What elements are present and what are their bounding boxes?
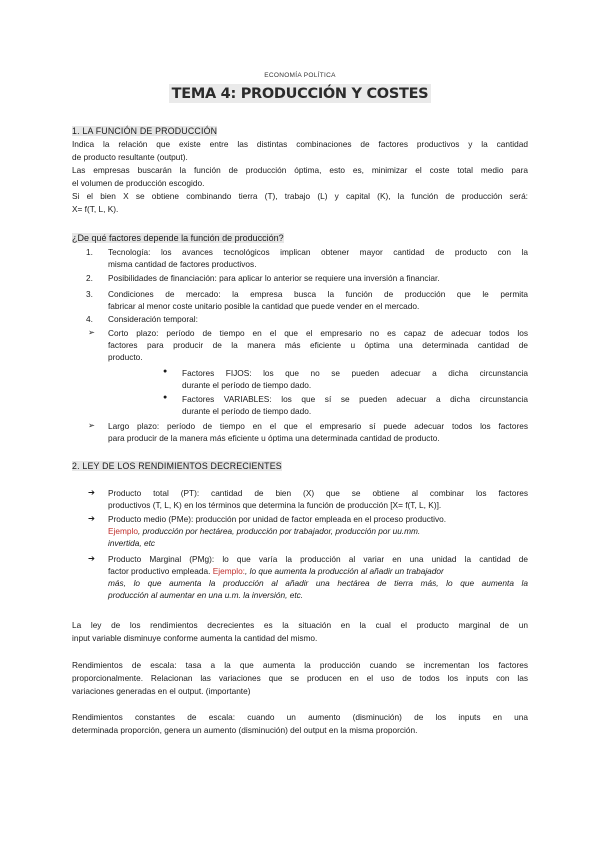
example-label: Ejemplo: <box>212 566 245 577</box>
text-line: X= f(T, L, K). <box>72 203 119 214</box>
text-line: para producir de la manera más eficiente u óptima una determinada cantidad de producto. <box>108 433 440 444</box>
text-line: durante el período de tiempo dado. <box>182 380 312 391</box>
rendimientos-escala-paragraph <box>72 659 528 699</box>
largo-plazo-item <box>108 420 528 444</box>
producto-marginal-item <box>108 553 528 601</box>
text-line: Producto Marginal (PMg): lo que varía la producción al variar en una unidad la cantidad de <box>108 554 528 564</box>
text-line: productivos (T, L, K) en los términos que determina la función de producción [X= f(T, L, K)]. <box>108 500 442 511</box>
section-1-paragraph-2 <box>72 164 528 189</box>
section-2-heading <box>72 460 282 472</box>
section-1-heading-text: 1. LA FUNCIÓN DE PRODUCCIÓN <box>72 126 218 136</box>
arrow-right-icon: ➔ <box>88 487 95 497</box>
text-line: de producto resultante (output). <box>72 151 188 162</box>
text-line: variaciones generadas en el output. (importante) <box>72 686 251 697</box>
list-number: 1. <box>86 247 93 257</box>
list-item-text <box>108 246 528 270</box>
list-item-text <box>108 272 528 284</box>
factors-question <box>72 232 284 244</box>
rendimientos-constantes-paragraph <box>72 711 528 737</box>
example-label: Ejemplo <box>108 526 138 537</box>
text-line: el volumen de producción escogido. <box>72 177 205 188</box>
producto-medio-item <box>108 513 528 549</box>
section-1-heading <box>72 125 217 137</box>
text-line: durante el período de tiempo dado. <box>182 406 312 417</box>
text-line: Si el bien X se obtiene combinando tierra (T), trabajo (L) y capital (K), la función de producción será: <box>72 191 528 201</box>
section-2-heading-text: 2. LEY DE LOS RENDIMIENTOS DECRECIENTES <box>72 461 282 471</box>
factores-variables-item <box>182 393 528 417</box>
arrow-right-icon: ➔ <box>88 553 95 563</box>
subject-label: ECONOMÍA POLÍTICA <box>264 72 336 79</box>
example-text: , lo que aumenta la producción al añadir un trabajador <box>244 566 444 577</box>
list-number: 4. <box>86 314 93 324</box>
text-line: Factores FIJOS: los que no se pueden adecuar a dicha circunstancia <box>182 368 528 378</box>
arrowhead-icon: ➢ <box>88 420 95 430</box>
list-item-text <box>108 313 528 325</box>
producto-total-item <box>108 487 528 511</box>
text-line: Rendimientos constantes de escala: cuando un aumento (disminución) de los inputs en una <box>72 712 528 722</box>
factors-question-text: ¿De qué factores depende la función de producción? <box>72 233 284 243</box>
text-line: determinada proporción, genera un aumento (disminución) del output en la misma proporción. <box>72 725 418 736</box>
text-line: Factores VARIABLES: los que sí se pueden adecuar a dicha circunstancia <box>182 394 528 404</box>
factores-fijos-item <box>182 367 528 391</box>
text-line: fabricar al menor coste unitario posible la cantidad que puede vender en el mercado. <box>108 301 420 312</box>
text-line: Posibilidades de financiación: para aplicar lo anterior se requiere una inversión a financiar. <box>108 273 440 283</box>
text-line: Rendimientos de escala: tasa a la que aumenta la producción cuando se incrementan los factores <box>72 660 528 670</box>
text-line <box>108 525 528 537</box>
text-line: Las empresas buscarán la función de producción óptima, esto es, minimizar el coste total medio para <box>72 165 528 175</box>
section-1-paragraph-3 <box>72 190 528 215</box>
text-line: Producto total (PT): cantidad de bien (X) que se obtiene al combinar los factores <box>108 488 528 498</box>
text-line: misma cantidad de factores productivos. <box>108 259 257 270</box>
text-line: Tecnología: los avances tecnológicos implican obtener mayor cantidad de producto con la <box>108 247 528 257</box>
text-line: factores para producir de la manera más eficiente u óptima una determinada cantidad de <box>108 340 528 351</box>
text-line: más, lo que aumenta la producción al añadir una hectárea de tierra más, lo que aumenta la <box>108 578 528 589</box>
text-line: invertida, etc <box>108 538 156 549</box>
text-line: La ley de los rendimientos decrecientes es la situación en la cual el producto marginal de un <box>72 620 528 630</box>
arrowhead-icon: ➢ <box>88 327 95 337</box>
text-line: Condiciones de mercado: la empresa busca la función de producción que le permita <box>108 289 528 299</box>
example-text: , producción por hectárea, producción por trabajador, producción por uu.mm. <box>137 526 421 537</box>
text-line: Producto medio (PMe): producción por unidad de factor empleada en el proceso productivo. <box>108 514 447 524</box>
text-line: input variable disminuye conforme aumenta la cantidad del mismo. <box>72 633 318 644</box>
text-line: proporcionalmente. Relacionan las variaciones que se producen en el uso de todos los inputs con las <box>72 673 528 684</box>
text-line <box>108 565 528 577</box>
text-line: Largo plazo: período de tiempo en el que el empresario sí puede adecuar todos los factores <box>108 421 528 431</box>
list-number: 3. <box>86 289 93 299</box>
text-line: Corto plazo: período de tiempo en el que el empresario no es capaz de adecuar todos los <box>108 328 528 338</box>
arrow-right-icon: ➔ <box>88 513 95 523</box>
bullet-icon: ● <box>163 394 168 401</box>
title-wrapper <box>0 84 600 103</box>
list-item-text <box>108 288 528 312</box>
text-line: Consideración temporal: <box>108 314 198 324</box>
section-1-paragraph-1 <box>72 138 528 163</box>
ley-rendimientos-paragraph <box>72 619 528 645</box>
text-line: Indica la relación que existe entre las distintas combinaciones de factores productivos y la cantidad <box>72 139 528 149</box>
page-title: TEMA 4: PRODUCCIÓN Y COSTES <box>169 84 432 103</box>
corto-plazo-item <box>108 327 528 363</box>
text-line: producto. <box>108 352 143 363</box>
bullet-icon: ● <box>163 368 168 375</box>
text-line: producción al aumentar en una u.m. la inversión, etc. <box>108 590 304 601</box>
text-part: factor productivo empleada. <box>108 566 213 577</box>
list-number: 2. <box>86 273 93 283</box>
